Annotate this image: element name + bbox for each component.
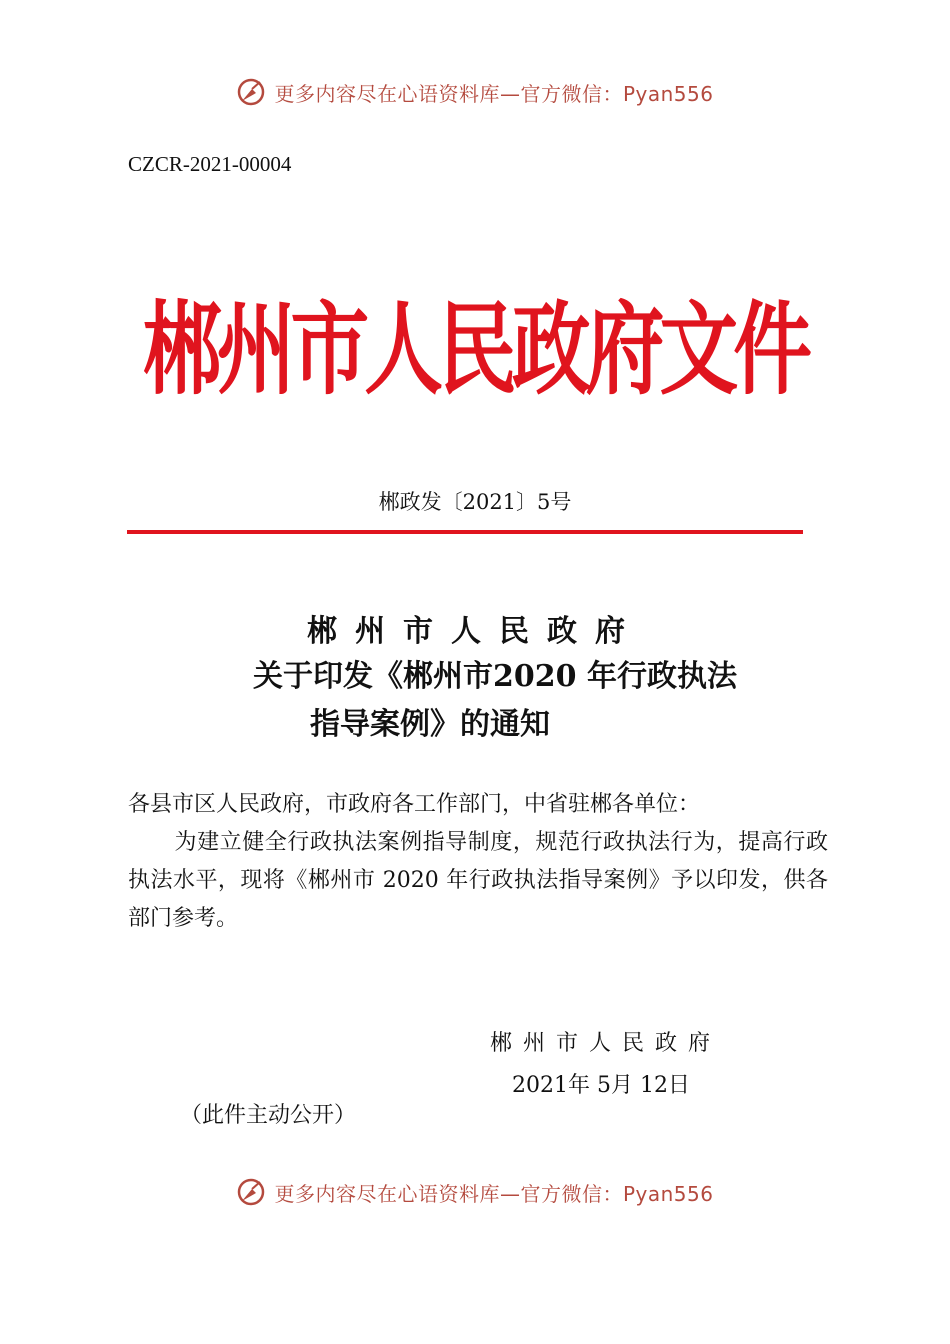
watermark-text: 更多内容尽在心语资料库—官方微信：Pyan556 [274, 81, 714, 106]
document-number: 郴政发〔2021〕5号 [378, 490, 572, 514]
document-code: CZCR-2021-00004 [128, 152, 292, 176]
signature-organization: 郴州市人民政府 [490, 1031, 722, 1056]
public-disclosure-note: （此件主动公开） [180, 1103, 357, 1128]
red-divider [127, 530, 803, 534]
pen-nib-logo-icon [236, 77, 266, 107]
paragraph-text: 为建立健全行政执法案例指导制度，规范行政执法行为，提高行政执法水平，现将《郴州市 2020 年行政执法指导案例》予以印发，供各部门参考。 [128, 830, 828, 931]
body-paragraph [128, 824, 828, 938]
watermark-text: 更多内容尽在心语资料库—官方微信：Pyan556 [274, 1181, 714, 1206]
red-header-title: 郴州市人民政府文件 [142, 291, 808, 409]
salutation: 各县市区人民政府，市政府各工作部门，中省驻郴各单位： [128, 792, 701, 817]
pen-nib-logo-icon [236, 1177, 266, 1207]
notice-title-line-3: 指导案例》的通知 [310, 707, 550, 742]
watermark-bottom [0, 1172, 950, 1212]
watermark-top [0, 72, 950, 112]
notice-title-line-1: 郴州市人民政府 [307, 614, 643, 649]
notice-title-line-2: 关于印发《郴州市2020 年行政执法 [253, 659, 737, 694]
signature-date: 2021年 5月 12日 [512, 1073, 690, 1098]
